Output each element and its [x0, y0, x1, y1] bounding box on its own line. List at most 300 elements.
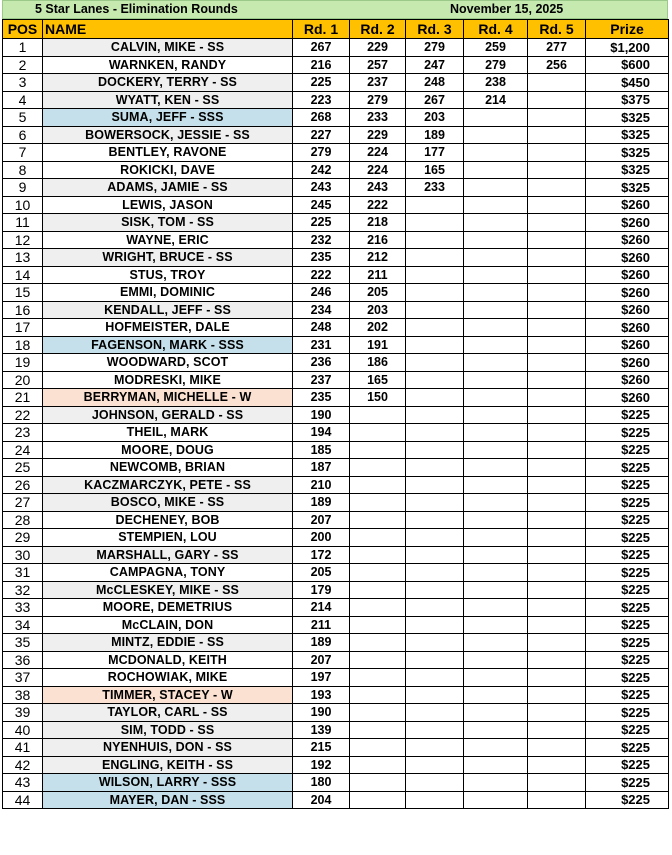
rd4-score	[464, 581, 528, 599]
rd2-score	[350, 739, 406, 757]
rd5-score	[528, 74, 586, 92]
name-cell: DECHENEY, BOB	[43, 511, 293, 529]
rd3-score: 189	[406, 126, 464, 144]
pos-cell: 35	[3, 634, 43, 652]
rd2-score: 224	[350, 161, 406, 179]
prize-cell: $225	[586, 669, 669, 687]
rd5-score	[528, 406, 586, 424]
rd4-score	[464, 476, 528, 494]
col-header-rd1: Rd. 1	[293, 20, 350, 39]
table-row	[3, 126, 669, 144]
table-row	[3, 599, 669, 617]
rd4-score: 279	[464, 56, 528, 74]
rd5-score	[528, 301, 586, 319]
rd5-score: 256	[528, 56, 586, 74]
table-row	[3, 266, 669, 284]
rd3-score	[406, 459, 464, 477]
prize-cell: $225	[586, 511, 669, 529]
rd3-score	[406, 336, 464, 354]
results-table	[2, 19, 669, 809]
name-cell: BOSCO, MIKE - SS	[43, 494, 293, 512]
rd3-score	[406, 231, 464, 249]
prize-cell: $325	[586, 179, 669, 197]
rd3-score	[406, 791, 464, 809]
rd4-score	[464, 669, 528, 687]
pos-cell: 14	[3, 266, 43, 284]
prize-cell: $325	[586, 109, 669, 127]
rd3-score: 233	[406, 179, 464, 197]
rd5-score	[528, 756, 586, 774]
table-row	[3, 56, 669, 74]
table-row	[3, 494, 669, 512]
table-row	[3, 354, 669, 372]
prize-cell: $225	[586, 546, 669, 564]
rd4-score	[464, 529, 528, 547]
rd5-score	[528, 126, 586, 144]
rd2-score	[350, 791, 406, 809]
rd1-score: 246	[293, 284, 350, 302]
pos-cell: 40	[3, 721, 43, 739]
prize-cell: $260	[586, 371, 669, 389]
rd3-score	[406, 494, 464, 512]
rd2-score: 205	[350, 284, 406, 302]
table-row	[3, 424, 669, 442]
rd2-score: 257	[350, 56, 406, 74]
pos-cell: 22	[3, 406, 43, 424]
rd3-score	[406, 739, 464, 757]
rd4-score	[464, 739, 528, 757]
pos-cell: 31	[3, 564, 43, 582]
rd2-score: 211	[350, 266, 406, 284]
prize-cell: $225	[586, 564, 669, 582]
pos-cell: 5	[3, 109, 43, 127]
rd3-score	[406, 616, 464, 634]
table-row	[3, 109, 669, 127]
name-cell: MARSHALL, GARY - SS	[43, 546, 293, 564]
rd3-score	[406, 721, 464, 739]
rd5-score	[528, 459, 586, 477]
rd2-score	[350, 581, 406, 599]
rd1-score: 197	[293, 669, 350, 687]
name-cell: FAGENSON, MARK - SSS	[43, 336, 293, 354]
pos-cell: 13	[3, 249, 43, 267]
pos-cell: 18	[3, 336, 43, 354]
rd3-score	[406, 371, 464, 389]
rd4-score	[464, 406, 528, 424]
rd5-score	[528, 686, 586, 704]
rd4-score: 238	[464, 74, 528, 92]
rd1-score: 185	[293, 441, 350, 459]
rd1-score: 222	[293, 266, 350, 284]
prize-cell: $260	[586, 336, 669, 354]
rd4-score	[464, 284, 528, 302]
table-row	[3, 616, 669, 634]
table-row	[3, 249, 669, 267]
col-header-rd3: Rd. 3	[406, 20, 464, 39]
rd1-score: 180	[293, 774, 350, 792]
rd4-score	[464, 774, 528, 792]
prize-cell: $225	[586, 756, 669, 774]
pos-cell: 34	[3, 616, 43, 634]
rd3-score	[406, 529, 464, 547]
rd2-score	[350, 686, 406, 704]
prize-cell: $225	[586, 459, 669, 477]
rd2-score	[350, 529, 406, 547]
pos-cell: 1	[3, 39, 43, 57]
rd1-score: 193	[293, 686, 350, 704]
rd1-score: 227	[293, 126, 350, 144]
pos-cell: 15	[3, 284, 43, 302]
prize-cell: $225	[586, 424, 669, 442]
rd4-score: 259	[464, 39, 528, 57]
rd5-score	[528, 546, 586, 564]
rd5-score	[528, 231, 586, 249]
rd3-score: 279	[406, 39, 464, 57]
prize-cell: $450	[586, 74, 669, 92]
name-cell: KACZMARCZYK, PETE - SS	[43, 476, 293, 494]
pos-cell: 23	[3, 424, 43, 442]
rd2-score	[350, 704, 406, 722]
rd2-score	[350, 669, 406, 687]
rd4-score	[464, 179, 528, 197]
rd4-score	[464, 791, 528, 809]
pos-cell: 9	[3, 179, 43, 197]
rd4-score	[464, 704, 528, 722]
rd3-score	[406, 406, 464, 424]
rd4-score	[464, 686, 528, 704]
name-cell: MAYER, DAN - SSS	[43, 791, 293, 809]
prize-cell: $260	[586, 319, 669, 337]
pos-cell: 24	[3, 441, 43, 459]
table-row	[3, 511, 669, 529]
pos-cell: 3	[3, 74, 43, 92]
rd1-score: 216	[293, 56, 350, 74]
rd2-score	[350, 424, 406, 442]
table-row	[3, 336, 669, 354]
rd5-score	[528, 214, 586, 232]
table-row	[3, 301, 669, 319]
rd2-score	[350, 546, 406, 564]
rd1-score: 215	[293, 739, 350, 757]
rd5-score	[528, 704, 586, 722]
rd4-score	[464, 651, 528, 669]
page-title: 5 Star Lanes - Elimination Rounds	[35, 2, 238, 16]
prize-cell: $260	[586, 249, 669, 267]
rd4-score	[464, 126, 528, 144]
rd3-score	[406, 581, 464, 599]
rd1-score: 190	[293, 704, 350, 722]
table-row	[3, 144, 669, 162]
name-cell: STUS, TROY	[43, 266, 293, 284]
table-row	[3, 774, 669, 792]
rd2-score	[350, 756, 406, 774]
rd3-score	[406, 284, 464, 302]
title-bar	[2, 0, 668, 19]
rd3-score: 203	[406, 109, 464, 127]
results-body	[3, 39, 669, 809]
prize-cell: $260	[586, 354, 669, 372]
rd4-score	[464, 441, 528, 459]
name-cell: TAYLOR, CARL - SS	[43, 704, 293, 722]
rd1-score: 200	[293, 529, 350, 547]
name-cell: McCLAIN, DON	[43, 616, 293, 634]
pos-cell: 8	[3, 161, 43, 179]
rd1-score: 231	[293, 336, 350, 354]
name-cell: EMMI, DOMINIC	[43, 284, 293, 302]
name-cell: MINTZ, EDDIE - SS	[43, 634, 293, 652]
rd2-score	[350, 651, 406, 669]
rd4-score	[464, 301, 528, 319]
pos-cell: 25	[3, 459, 43, 477]
prize-cell: $325	[586, 161, 669, 179]
pos-cell: 10	[3, 196, 43, 214]
rd4-score	[464, 546, 528, 564]
pos-cell: 2	[3, 56, 43, 74]
rd3-score	[406, 704, 464, 722]
rd5-score	[528, 284, 586, 302]
pos-cell: 38	[3, 686, 43, 704]
name-cell: BENTLEY, RAVONE	[43, 144, 293, 162]
rd3-score	[406, 389, 464, 407]
rd4-score	[464, 459, 528, 477]
rd3-score	[406, 424, 464, 442]
rd3-score	[406, 354, 464, 372]
rd1-score: 268	[293, 109, 350, 127]
rd5-score	[528, 529, 586, 547]
rd2-score	[350, 774, 406, 792]
rd4-score	[464, 756, 528, 774]
prize-cell: $225	[586, 494, 669, 512]
rd2-score: 233	[350, 109, 406, 127]
rd2-score: 150	[350, 389, 406, 407]
prize-cell: $1,200	[586, 39, 669, 57]
rd1-score: 189	[293, 494, 350, 512]
table-row	[3, 686, 669, 704]
rd5-score	[528, 371, 586, 389]
rd3-score: 165	[406, 161, 464, 179]
name-cell: DOCKERY, TERRY - SS	[43, 74, 293, 92]
rd4-score: 214	[464, 91, 528, 109]
rd4-score	[464, 424, 528, 442]
pos-cell: 27	[3, 494, 43, 512]
name-cell: ROCHOWIAK, MIKE	[43, 669, 293, 687]
prize-cell: $325	[586, 126, 669, 144]
name-cell: CAMPAGNA, TONY	[43, 564, 293, 582]
name-cell: KENDALL, JEFF - SS	[43, 301, 293, 319]
name-cell: WYATT, KEN - SS	[43, 91, 293, 109]
table-row	[3, 91, 669, 109]
col-header-prize: Prize	[586, 20, 669, 39]
prize-cell: $225	[586, 686, 669, 704]
rd1-score: 139	[293, 721, 350, 739]
name-cell: THEIL, MARK	[43, 424, 293, 442]
rd2-score	[350, 406, 406, 424]
rd5-score	[528, 161, 586, 179]
table-row	[3, 284, 669, 302]
rd3-score	[406, 301, 464, 319]
rd4-score	[464, 336, 528, 354]
prize-cell: $225	[586, 721, 669, 739]
rd4-score	[464, 214, 528, 232]
pos-cell: 4	[3, 91, 43, 109]
rd5-score	[528, 774, 586, 792]
rd1-score: 223	[293, 91, 350, 109]
rd1-score: 210	[293, 476, 350, 494]
rd3-score	[406, 651, 464, 669]
pos-cell: 12	[3, 231, 43, 249]
rd4-score	[464, 354, 528, 372]
rd5-score	[528, 791, 586, 809]
table-row	[3, 791, 669, 809]
prize-cell: $260	[586, 196, 669, 214]
rd2-score: 224	[350, 144, 406, 162]
pos-cell: 26	[3, 476, 43, 494]
name-cell: MOORE, DEMETRIUS	[43, 599, 293, 617]
prize-cell: $225	[586, 406, 669, 424]
table-row	[3, 529, 669, 547]
rd4-score	[464, 634, 528, 652]
name-cell: CALVIN, MIKE - SS	[43, 39, 293, 57]
pos-cell: 43	[3, 774, 43, 792]
prize-cell: $225	[586, 476, 669, 494]
rd5-score	[528, 354, 586, 372]
prize-cell: $225	[586, 791, 669, 809]
rd5-score	[528, 179, 586, 197]
prize-cell: $375	[586, 91, 669, 109]
col-header-rd5: Rd. 5	[528, 20, 586, 39]
table-row	[3, 476, 669, 494]
rd1-score: 205	[293, 564, 350, 582]
name-cell: SUMA, JEFF - SSS	[43, 109, 293, 127]
rd1-score: 245	[293, 196, 350, 214]
name-cell: NEWCOMB, BRIAN	[43, 459, 293, 477]
rd4-score	[464, 389, 528, 407]
rd2-score: 243	[350, 179, 406, 197]
rd3-score	[406, 546, 464, 564]
name-cell: JOHNSON, GERALD - SS	[43, 406, 293, 424]
rd5-score	[528, 511, 586, 529]
rd3-score	[406, 266, 464, 284]
table-row	[3, 74, 669, 92]
name-cell: HOFMEISTER, DALE	[43, 319, 293, 337]
rd1-score: 192	[293, 756, 350, 774]
table-row	[3, 389, 669, 407]
prize-cell: $225	[586, 441, 669, 459]
rd1-score: 225	[293, 74, 350, 92]
rd5-score	[528, 634, 586, 652]
name-cell: ENGLING, KEITH - SS	[43, 756, 293, 774]
rd1-score: 194	[293, 424, 350, 442]
rd5-score	[528, 319, 586, 337]
table-row	[3, 704, 669, 722]
rd3-score	[406, 599, 464, 617]
rd4-score	[464, 249, 528, 267]
rd3-score	[406, 564, 464, 582]
col-header-rd4: Rd. 4	[464, 20, 528, 39]
table-row	[3, 564, 669, 582]
prize-cell: $225	[586, 599, 669, 617]
rd1-score: 242	[293, 161, 350, 179]
table-row	[3, 179, 669, 197]
pos-cell: 28	[3, 511, 43, 529]
rd3-score	[406, 774, 464, 792]
rd5-score	[528, 651, 586, 669]
pos-cell: 19	[3, 354, 43, 372]
table-row	[3, 651, 669, 669]
table-row	[3, 441, 669, 459]
rd1-score: 279	[293, 144, 350, 162]
pos-cell: 7	[3, 144, 43, 162]
rd5-score	[528, 91, 586, 109]
rd2-score: 229	[350, 39, 406, 57]
rd4-score	[464, 599, 528, 617]
rd5-score	[528, 441, 586, 459]
rd5-score	[528, 266, 586, 284]
prize-cell: $225	[586, 651, 669, 669]
table-row	[3, 739, 669, 757]
rd5-score	[528, 494, 586, 512]
rd2-score: 203	[350, 301, 406, 319]
pos-cell: 41	[3, 739, 43, 757]
table-row	[3, 581, 669, 599]
pos-cell: 33	[3, 599, 43, 617]
rd4-score	[464, 266, 528, 284]
pos-cell: 42	[3, 756, 43, 774]
rd1-score: 179	[293, 581, 350, 599]
pos-cell: 37	[3, 669, 43, 687]
table-row	[3, 634, 669, 652]
name-cell: McCLESKEY, MIKE - SS	[43, 581, 293, 599]
rd3-score	[406, 196, 464, 214]
name-cell: WARNKEN, RANDY	[43, 56, 293, 74]
prize-cell: $225	[586, 774, 669, 792]
rd2-score: 216	[350, 231, 406, 249]
rd1-score: 211	[293, 616, 350, 634]
rd1-score: 225	[293, 214, 350, 232]
pos-cell: 44	[3, 791, 43, 809]
rd2-score: 218	[350, 214, 406, 232]
name-cell: SIM, TODD - SS	[43, 721, 293, 739]
name-cell: BOWERSOCK, JESSIE - SS	[43, 126, 293, 144]
rd1-score: 190	[293, 406, 350, 424]
rd4-score	[464, 144, 528, 162]
pos-cell: 20	[3, 371, 43, 389]
rd2-score	[350, 441, 406, 459]
prize-cell: $260	[586, 301, 669, 319]
rd2-score: 237	[350, 74, 406, 92]
rd4-score	[464, 564, 528, 582]
rd2-score: 222	[350, 196, 406, 214]
rd1-score: 207	[293, 511, 350, 529]
rd1-score: 243	[293, 179, 350, 197]
rd1-score: 235	[293, 249, 350, 267]
rd5-score	[528, 389, 586, 407]
rd2-score	[350, 616, 406, 634]
rd3-score: 248	[406, 74, 464, 92]
rd2-score: 202	[350, 319, 406, 337]
table-row	[3, 371, 669, 389]
rd2-score	[350, 494, 406, 512]
name-cell: WAYNE, ERIC	[43, 231, 293, 249]
table-row	[3, 319, 669, 337]
table-row	[3, 214, 669, 232]
rd3-score	[406, 476, 464, 494]
rd2-score	[350, 634, 406, 652]
rd3-score	[406, 686, 464, 704]
name-cell: SISK, TOM - SS	[43, 214, 293, 232]
rd1-score: 207	[293, 651, 350, 669]
rd2-score: 165	[350, 371, 406, 389]
